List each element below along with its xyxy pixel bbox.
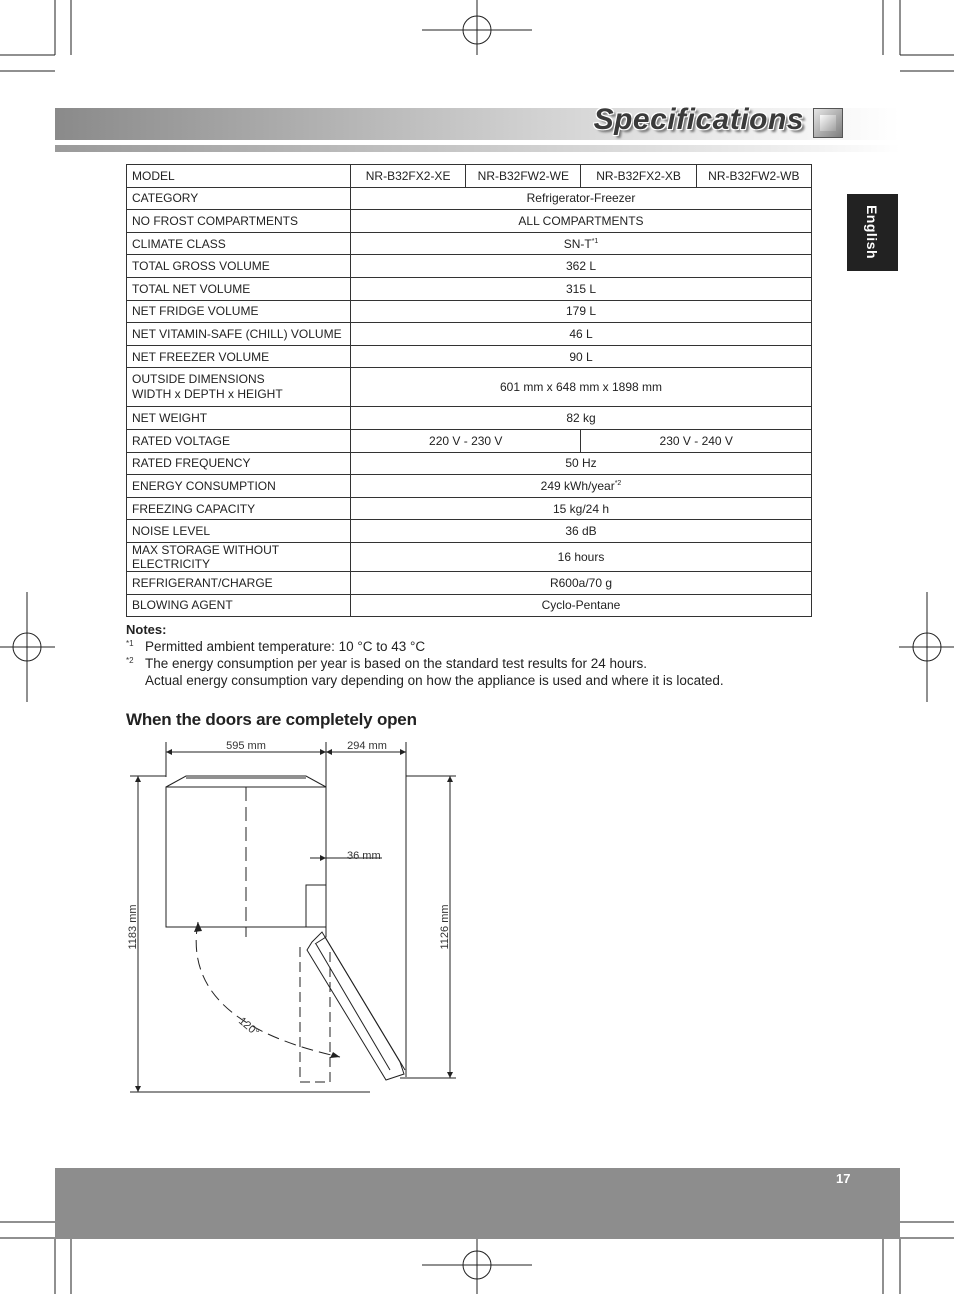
value-text: SN-T: [563, 236, 592, 251]
width-dimension-label: 595 mm: [226, 740, 266, 752]
gap-dimension-label: 36 mm: [347, 850, 381, 862]
note-text: Permitted ambient temperature: 10 °C to 43 °C: [145, 639, 426, 654]
row-value: 82 kg: [351, 407, 812, 430]
table-row: [127, 232, 812, 255]
row-value: 36 dB: [351, 520, 812, 543]
notes-title: Notes:: [126, 622, 167, 637]
page-number: 17: [836, 1171, 851, 1186]
table-row: [127, 452, 812, 475]
row-value: Cyclo-Pentane: [351, 594, 812, 617]
table-row: [127, 594, 812, 617]
language-tab-label: English: [864, 204, 880, 260]
row-value: 601 mm x 648 mm x 1898 mm: [351, 368, 812, 407]
model-label: MODEL: [127, 165, 351, 188]
value-text: 249 kWh/year: [540, 478, 615, 493]
table-row: [127, 277, 812, 300]
row-value: 90 L: [351, 345, 812, 368]
angle-label: 120°: [236, 1015, 262, 1039]
row-label: NET FRIDGE VOLUME: [127, 300, 351, 323]
table-row: [127, 323, 812, 346]
row-label-line: WIDTH x DEPTH x HEIGHT: [132, 387, 283, 402]
row-label: [127, 368, 351, 407]
model-cell: NR-B32FW2-WE: [466, 165, 581, 188]
table-header-row: [127, 165, 812, 188]
row-label: BLOWING AGENT: [127, 594, 351, 617]
row-label: TOTAL GROSS VOLUME: [127, 255, 351, 278]
table-row: [127, 187, 812, 210]
row-value: 50 Hz: [351, 452, 812, 475]
row-label: NET VITAMIN-SAFE (CHILL) VOLUME: [127, 323, 351, 346]
table-row: [127, 345, 812, 368]
row-value: 230 V - 240 V: [581, 429, 812, 452]
table-row: [127, 255, 812, 278]
section-title: When the doors are completely open: [126, 710, 417, 729]
table-row: [127, 497, 812, 520]
table-row: [127, 571, 812, 594]
right-height-label: 1126 mm: [439, 904, 451, 950]
specifications-table: [126, 164, 812, 617]
row-label: ENERGY CONSUMPTION: [127, 475, 351, 498]
row-value: 15 kg/24 h: [351, 497, 812, 520]
row-label: REFRIGERANT/CHARGE: [127, 571, 351, 594]
table-row: [127, 475, 812, 498]
row-label: FREEZING CAPACITY: [127, 497, 351, 520]
footnote-mark: *1: [591, 237, 599, 245]
door-opening-diagram: [120, 732, 470, 1104]
row-label: RATED FREQUENCY: [127, 452, 351, 475]
row-value: [351, 475, 812, 498]
row-label: NET FREEZER VOLUME: [127, 345, 351, 368]
row-label: CLIMATE CLASS: [127, 232, 351, 255]
table-row: [127, 520, 812, 543]
page-title: Specifications: [593, 103, 804, 136]
row-value: 16 hours: [351, 542, 812, 571]
row-value: 315 L: [351, 277, 812, 300]
row-label: CATEGORY: [127, 187, 351, 210]
note-text: The energy consumption per year is based on the standard test results for 24 hours.: [145, 656, 648, 671]
row-value: 362 L: [351, 255, 812, 278]
table-row: [127, 407, 812, 430]
left-height-label: 1183 mm: [127, 904, 139, 950]
row-value: [351, 232, 812, 255]
row-value: Refrigerator-Freezer: [351, 187, 812, 210]
note-mark: *1: [126, 639, 134, 648]
header-rule: [55, 145, 900, 152]
row-label: NO FROST COMPARTMENTS: [127, 210, 351, 233]
footnote-mark: *2: [614, 479, 622, 487]
row-label-line: OUTSIDE DIMENSIONS: [132, 372, 265, 387]
footer-bar: [55, 1168, 900, 1239]
row-value: 46 L: [351, 323, 812, 346]
table-row: [127, 210, 812, 233]
door-dimension-label: 294 mm: [347, 740, 387, 752]
note-mark: *2: [126, 656, 134, 665]
row-value: 220 V - 230 V: [351, 429, 581, 452]
model-cell: NR-B32FW2-WB: [696, 165, 811, 188]
row-value: 179 L: [351, 300, 812, 323]
title-square-icon: [813, 108, 843, 138]
row-value: ALL COMPARTMENTS: [351, 210, 812, 233]
language-tab: [847, 194, 898, 271]
table-row: [127, 368, 812, 407]
closed-door-outline: [300, 947, 330, 1082]
note-text-continued: Actual energy consumption vary depending on how the appliance is used and where it is located.: [145, 673, 724, 688]
model-cell: NR-B32FX2-XE: [351, 165, 466, 188]
hinge-block: [306, 885, 326, 927]
model-cell: NR-B32FX2-XB: [581, 165, 696, 188]
table-row: [127, 542, 812, 571]
row-label: NOISE LEVEL: [127, 520, 351, 543]
row-label: NET WEIGHT: [127, 407, 351, 430]
table-row: [127, 429, 812, 452]
row-value: R600a/70 g: [351, 571, 812, 594]
table-row: [127, 300, 812, 323]
row-label: TOTAL NET VOLUME: [127, 277, 351, 300]
row-label: RATED VOLTAGE: [127, 429, 351, 452]
row-label: MAX STORAGE WITHOUT ELECTRICITY: [127, 542, 351, 571]
